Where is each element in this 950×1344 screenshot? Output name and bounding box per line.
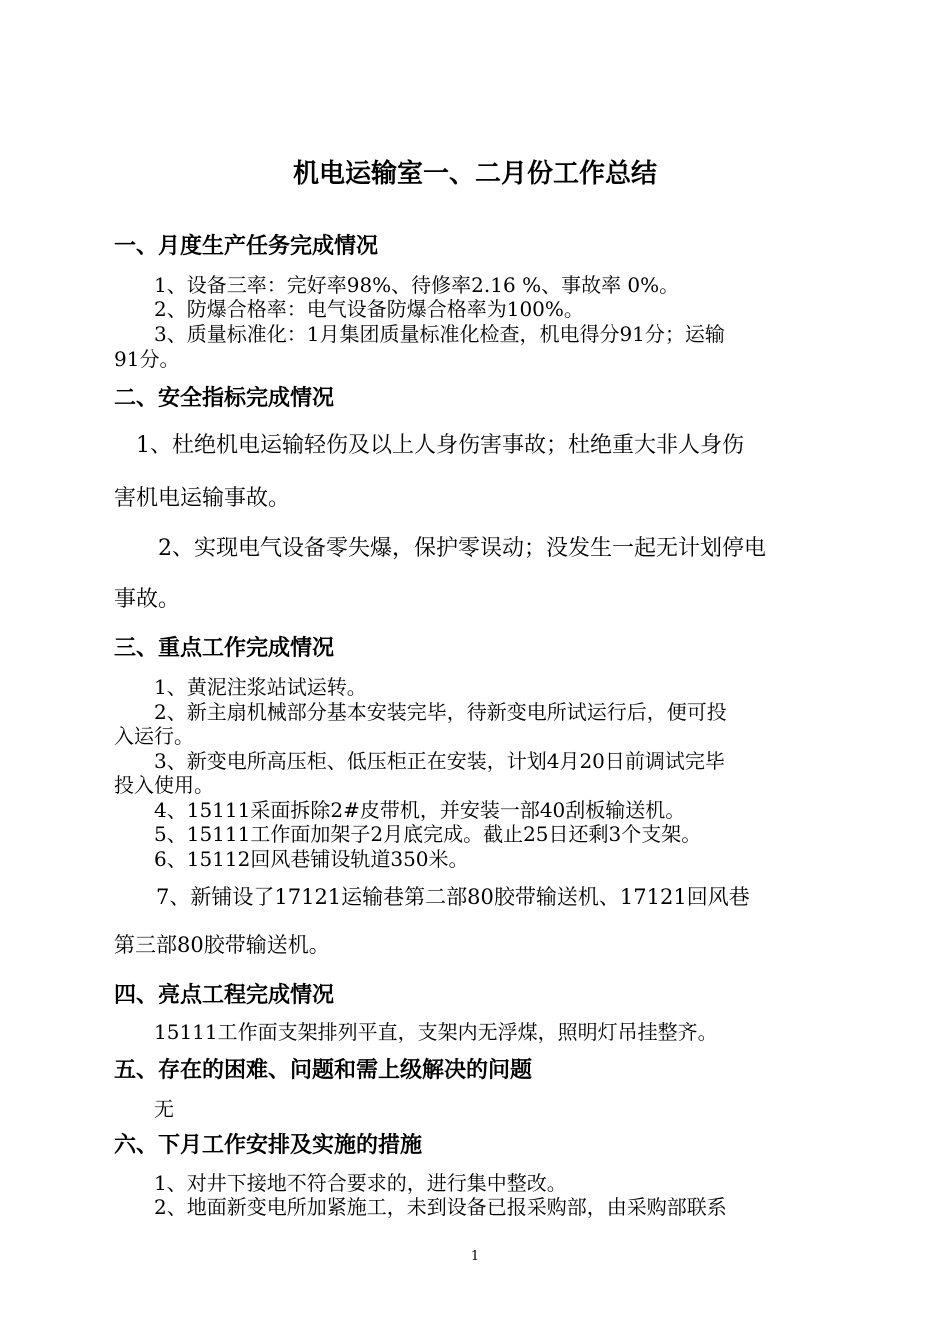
- paragraph-line: 91分。: [114, 347, 180, 371]
- section-heading: 六、下月工作安排及实施的措施: [114, 1133, 423, 1158]
- paragraph-line: 入运行。: [114, 724, 194, 748]
- paragraph-line: 6、15112回风巷铺设轨道350米。: [114, 847, 469, 871]
- paragraph-line: 2、新主扇机械部分基本安装完毕，待新变电所试运行后，便可投: [114, 700, 727, 724]
- paragraph-line: 无: [114, 1097, 174, 1121]
- page-number: 1: [470, 1249, 480, 1264]
- paragraph-line: 7、新铺设了17121运输巷第二部80胶带输送机、17121回风巷: [114, 885, 750, 909]
- document-title: 机电运输室一、二月份工作总结: [292, 159, 657, 189]
- paragraph-line: 1、对井下接地不符合要求的，进行集中整改。: [114, 1171, 567, 1195]
- paragraph-line: 2、地面新变电所加紧施工，未到设备已报采购部，由采购部联系: [114, 1195, 727, 1219]
- paragraph-line: 害机电运输事故。: [114, 486, 291, 511]
- paragraph-line: 5、15111工作面加架子2月底完成。截止25日还剩3个支架。: [114, 822, 702, 846]
- paragraph-line: 1、设备三率：完好率98%、待修率2.16 %、事故率 0%。: [114, 273, 680, 297]
- paragraph-line: 2、实现电气设备零失爆，保护零误动；没发生一起无计划停电: [114, 536, 766, 561]
- paragraph-line: 15111工作面支架排列平直，支架内无浮煤，照明灯吊挂整齐。: [114, 1020, 718, 1044]
- paragraph-line: 第三部80胶带输送机。: [114, 933, 330, 957]
- section-heading: 二、安全指标完成情况: [114, 386, 335, 411]
- paragraph-line: 1、杜绝机电运输轻伤及以上人身伤害事故；杜绝重大非人身伤: [114, 433, 744, 458]
- section-heading: 五、存在的困难、问题和需上级解决的问题: [114, 1058, 533, 1083]
- paragraph-line: 投入使用。: [114, 773, 214, 797]
- section-heading: 三、重点工作完成情况: [114, 636, 335, 661]
- section-heading: 四、亮点工程完成情况: [114, 983, 335, 1008]
- paragraph-line: 2、防爆合格率：电气设备防爆合格率为100%。: [114, 297, 584, 321]
- section-heading: 一、月度生产任务完成情况: [114, 234, 379, 259]
- paragraph-line: 1、黄泥注浆站试运转。: [114, 675, 367, 699]
- paragraph-line: 4、15111采面拆除2#皮带机，并安装一部40刮板输送机。: [114, 798, 686, 822]
- paragraph-line: 事故。: [114, 587, 181, 612]
- paragraph-line: 3、质量标准化：1月集团质量标准化检查，机电得分91分；运输: [114, 322, 725, 346]
- paragraph-line: 3、新变电所高压柜、低压柜正在安装，计划4月20日前调试完毕: [114, 749, 725, 773]
